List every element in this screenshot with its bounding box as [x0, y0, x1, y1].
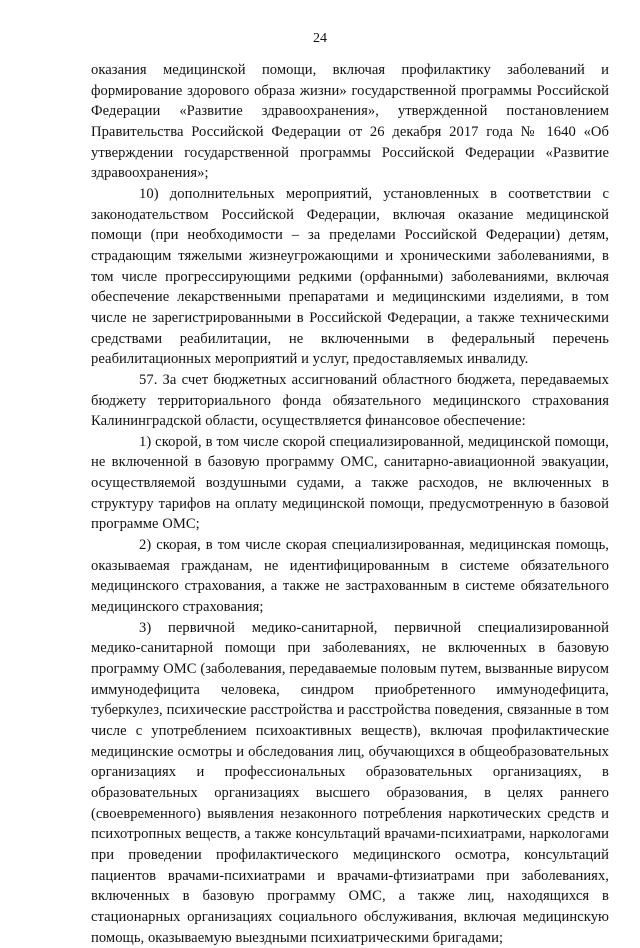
- paragraph-item-10: 10) дополнительных мероприятий, установленных в соответствии с законодательством Российской Федерации, включая оказание медицинской помощи (при необходимости – за пределами Российской Федерации) детям, страдающим тяжелыми жизнеугрожающими и хроническими заболеваниями, в том числе прогрессирующими редкими (орфанными) заболеваниями, включая обеспечение лекарственными препаратами и медицинскими изделиями, в том числе не зарегистрированными в Российской Федерации, а также техническими средствами реабилитации, не включенными в федеральный перечень реабилитационных мероприятий и услуг, предоставляемых инвалиду.: [91, 185, 609, 368]
- paragraph-item-1: 1) скорой, в том числе скорой специализированной, медицинской помощи, не включенной в базовую программу ОМС, санитарно-авиационной эвакуации, осуществляемой воздушными судами, а также расходов, не включенных в структуру тарифов на оплату медицинской помощи, предусмотренную в базовой программе ОМС;: [91, 433, 609, 533]
- document-body: [91, 60, 609, 948]
- paragraph-item-3: 3) первичной медико-санитарной, первичной специализированной медико-санитарной помощи при заболеваниях, не включенных в базовую программу ОМС (заболевания, передаваемые половым путем, вызванные вирусом иммунодефицита человека, синдром приобретенного иммунодефицита, туберкулез, психические расстройства и расстройства поведения, связанные в том числе с употреблением психоактивных веществ), включая профилактические медицинские осмотры и обследования лиц, обучающихся в общеобразовательных организациях и профессиональных образовательных организациях, в образовательных организациях высшего образования, в целях раннего (своевременного) выявления незаконного потребления наркотических средств и психотропных веществ, а также консультаций врачами-психиатрами, наркологами при проведении профилактического медицинского осмотра, консультаций пациентов врачами-психиатрами и врачами-фтизиатрами при заболеваниях, включенных в базовую программу ОМС, а также лиц, находящихся в стационарных организациях социального обслуживания, включая медицинскую помощь, оказываемую выездными психиатрическими бригадами;: [91, 619, 609, 946]
- paragraph-continuation: оказания медицинской помощи, включая профилактику заболеваний и формирование здорового образа жизни» государственной программы Российской Федерации «Развитие здравоохранения», утвержденной постановлением Правительства Российской Федерации от 26 декабря 2017 года № 1640 «Об утверждении государственной программы Российской Федерации «Развитие здравоохранения»;: [91, 62, 609, 182]
- paragraph-clause-57: 57. За счет бюджетных ассигнований областного бюджета, передаваемых бюджету территориального фонда обязательного медицинского страхования Калининградской области, осуществляется финансовое обеспечение:: [91, 371, 609, 430]
- page-number: 24: [313, 31, 327, 46]
- paragraph-item-2: 2) скорая, в том числе скорая специализированная, медицинская помощь, оказываемая гражданам, не идентифицированным в системе обязательного медицинского страхования, а также не застрахованным в системе обязательного медицинского страхования;: [91, 537, 609, 616]
